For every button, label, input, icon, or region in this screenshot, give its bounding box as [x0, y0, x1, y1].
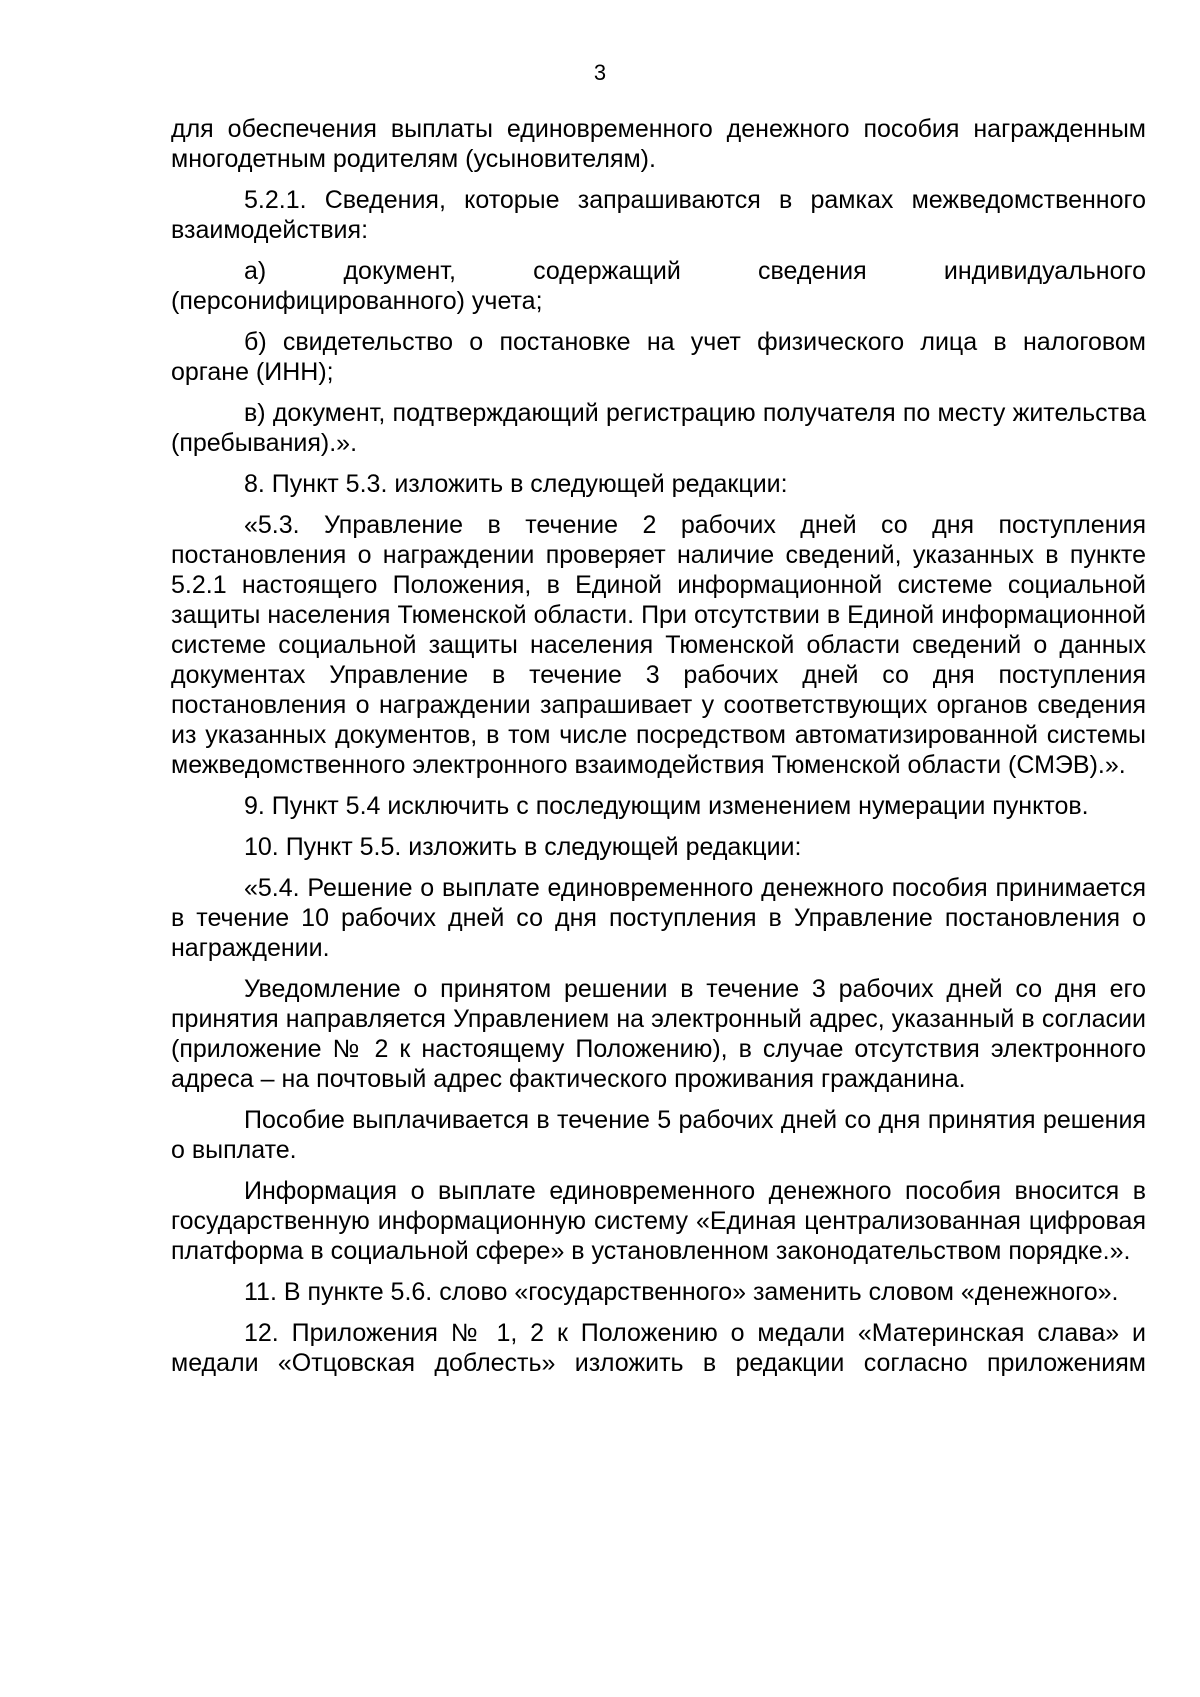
- paragraph-payment-purpose: для обеспечения выплаты единовременного денежного пособия награжденным многодетным родителям (усыновителям).: [171, 115, 1146, 173]
- paragraph-11: 11. В пункте 5.6. слово «государственного» заменить словом «денежного».: [244, 1278, 1119, 1306]
- paragraph-payment-term: Пособие выплачивается в течение 5 рабочих дней со дня принятия решения о выплате.: [171, 1106, 1146, 1164]
- paragraph-5-2-1: 5.2.1. Сведения, которые запрашиваются в рамках межведомственного взаимодействия:: [171, 186, 1146, 244]
- paragraph-10: 10. Пункт 5.5. изложить в следующей редакции:: [244, 833, 802, 861]
- paragraph-9: 9. Пункт 5.4 исключить с последующим изменением нумерации пунктов.: [244, 792, 1089, 820]
- page-number: 3: [593, 60, 607, 85]
- paragraph-information-system: Информация о выплате единовременного денежного пособия вносится в государственную информационную систему «Единая централизованная цифровая платформа в социальной сфере» в установленном законодательством порядке.».: [171, 1177, 1146, 1265]
- paragraph-item-a: а) документ, содержащий сведения индивидуального (персонифицированного) учета;: [171, 257, 1146, 315]
- paragraph-5-3: «5.3. Управление в течение 2 рабочих дней со дня поступления постановления о награждении проверяет наличие сведений, указанных в пункте 5.2.1 настоящего Положения, в Единой информационной системе социальной защиты населения Тюменской области. При отсутствии в Единой информационной системе социальной защиты населения Тюменской области сведений о данных документах Управление в течение 3 рабочих дней со дня поступления постановления о награждении запрашивает у соответствующих органов сведения из указанных документов, в том числе посредством автоматизированной системы межведомственного электронного взаимодействия Тюменской области (СМЭВ).».: [171, 511, 1146, 779]
- paragraph-12: 12. Приложения № 1, 2 к Положению о медали «Материнская слава» и медали «Отцовская доблесть» изложить в редакции согласно приложениям: [171, 1319, 1146, 1377]
- paragraph-item-b: б) свидетельство о постановке на учет физического лица в налоговом органе (ИНН);: [171, 328, 1146, 386]
- paragraph-8: 8. Пункт 5.3. изложить в следующей редакции:: [244, 470, 788, 498]
- paragraph-5-4: «5.4. Решение о выплате единовременного денежного пособия принимается в течение 10 рабочих дней со дня поступления в Управление постановления о награждении.: [171, 874, 1146, 962]
- paragraph-item-v: в) документ, подтверждающий регистрацию получателя по месту жительства (пребывания).».: [171, 399, 1146, 457]
- document-body: [171, 114, 1146, 1389]
- paragraph-notification: Уведомление о принятом решении в течение 3 рабочих дней со дня его принятия направляется Управлением на электронный адрес, указанный в согласии (приложение № 2 к настоящему Положению), в случае отсутствия электронного адреса – на почтовый адрес фактического проживания гражданина.: [171, 975, 1146, 1093]
